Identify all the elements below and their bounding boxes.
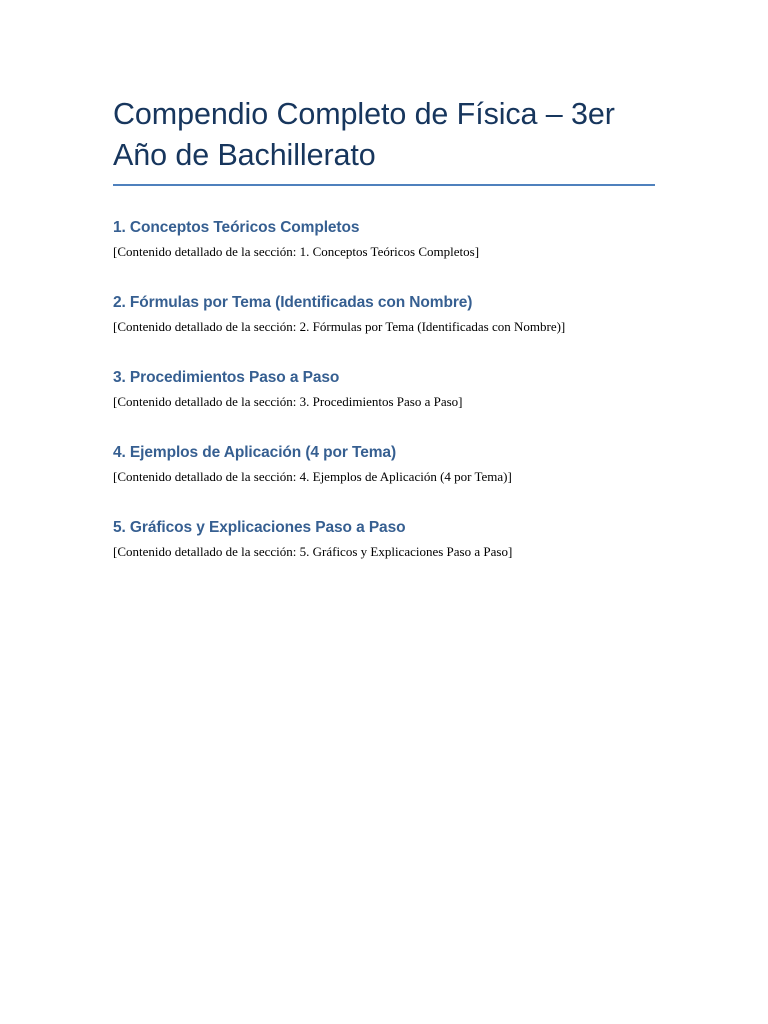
- section-body: [Contenido detallado de la sección: 3. Procedimientos Paso a Paso]: [113, 394, 463, 409]
- section-body: [Contenido detallado de la sección: 5. Gráficos y Explicaciones Paso a Paso]: [113, 544, 513, 559]
- section-4: [113, 443, 655, 485]
- section-3: [113, 368, 655, 410]
- section-body: [Contenido detallado de la sección: 2. Fórmulas por Tema (Identificadas con Nombre)]: [113, 319, 566, 334]
- section-5: [113, 518, 655, 560]
- section-2: [113, 293, 655, 335]
- section-heading: 5. Gráficos y Explicaciones Paso a Paso: [113, 519, 406, 536]
- section-heading: 2. Fórmulas por Tema (Identificadas con Nombre): [113, 294, 473, 311]
- section-heading: 3. Procedimientos Paso a Paso: [113, 369, 340, 386]
- section-heading: 1. Conceptos Teóricos Completos: [113, 219, 360, 236]
- section-body: [Contenido detallado de la sección: 4. Ejemplos de Aplicación (4 por Tema)]: [113, 469, 512, 484]
- document-title: Compendio Completo de Física – 3er Año de Bachillerato: [113, 97, 615, 172]
- title-underline: [113, 184, 655, 186]
- section-1: [113, 218, 655, 260]
- sections-container: [113, 218, 655, 560]
- section-body: [Contenido detallado de la sección: 1. Conceptos Teóricos Completos]: [113, 244, 480, 259]
- section-heading: 4. Ejemplos de Aplicación (4 por Tema): [113, 444, 397, 461]
